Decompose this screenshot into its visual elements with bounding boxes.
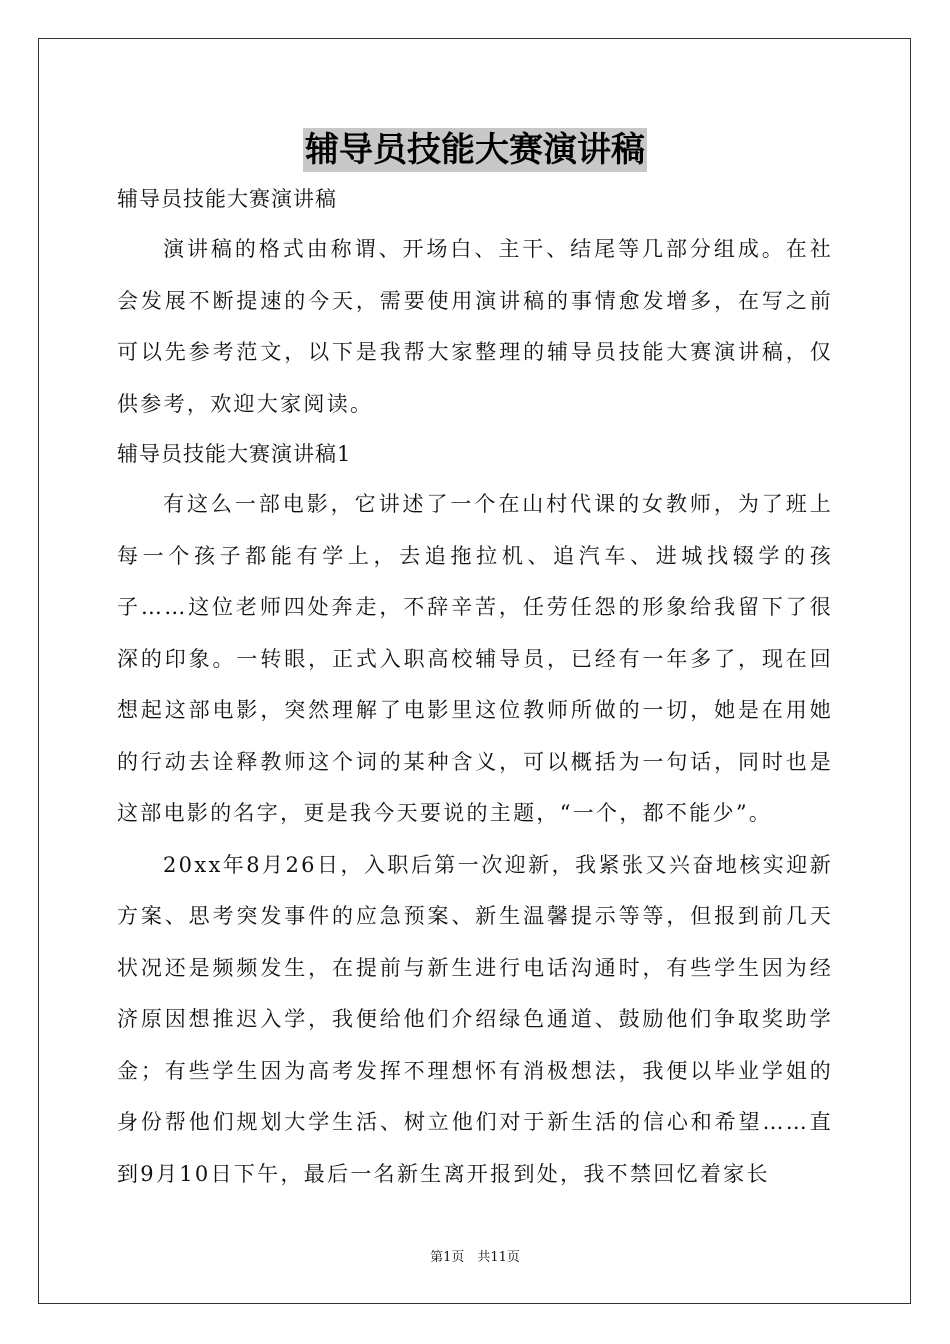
body-paragraph-2: 20xx年8月26日，入职后第一次迎新，我紧张又兴奋地核实迎新方案、思考突发事件的应急预案、新生温馨提示等等，但报到前几天状况还是频频发生，在提前与新生进行电话沟通时，有些学生因为经济原因想推迟入学，我便给他们介绍绿色通道、鼓励他们争取奖助学金；有些学生因为高考发挥不理想怀有消极想法，我便以毕业学姐的身份帮他们规划大学生活、树立他们对于新生活的信心和希望……直到9月10日下午，最后一名新生离开报到处，我不禁回忆着家长: [117, 852, 833, 1186]
page-footer: 第1页 共11页: [430, 1250, 520, 1265]
section-heading: 辅导员技能大赛演讲稿1: [117, 442, 352, 466]
document-title: 辅导员技能大赛演讲稿: [305, 130, 645, 170]
intro-paragraph: 演讲稿的格式由称谓、开场白、主干、结尾等几部分组成。在社会发展不断提速的今天，需要使用演讲稿的事情愈发增多，在写之前可以先参考范文，以下是我帮大家整理的辅导员技能大赛演讲稿，仅供参考，欢迎大家阅读。: [117, 237, 833, 416]
title-container: [0, 128, 950, 172]
document-subtitle: 辅导员技能大赛演讲稿: [117, 187, 337, 211]
document-body: [117, 175, 833, 1200]
body-paragraph-1: 有这么一部电影，它讲述了一个在山村代课的女教师，为了班上每一个孩子都能有学上，去追拖拉机、追汽车、进城找辍学的孩子……这位老师四处奔走，不辞辛苦，任劳任怨的形象给我留下了很深的印象。一转眼，正式入职高校辅导员，已经有一年多了，现在回想起这部电影，突然理解了电影里这位教师所做的一切，她是在用她的行动去诠释教师这个词的某种含义，可以概括为一句话，同时也是这部电影的名字，更是我今天要说的主题，“一个，都不能少”。: [117, 492, 833, 825]
